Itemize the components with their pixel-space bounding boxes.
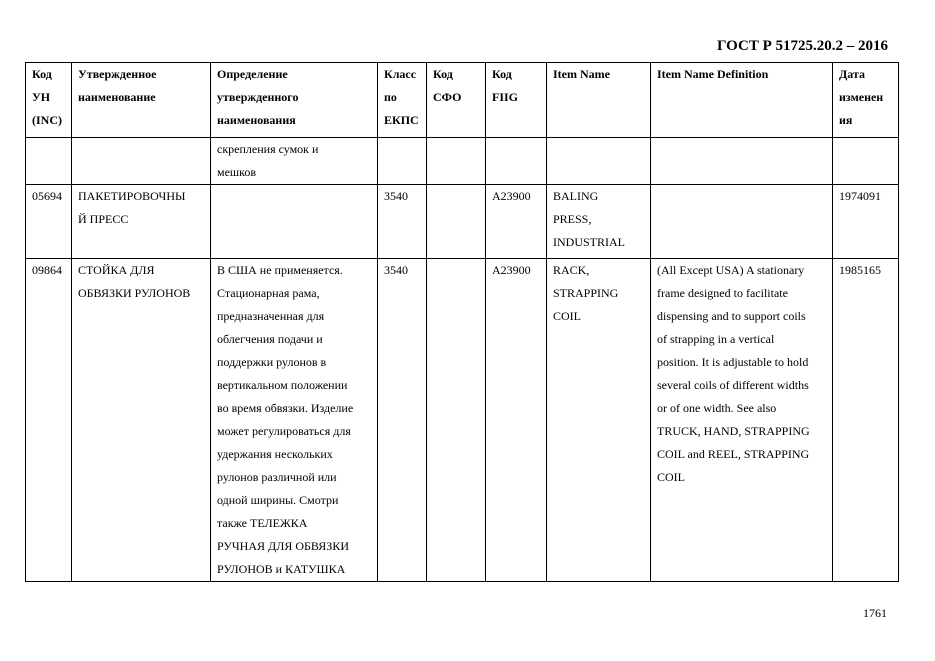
cell-text-line: облегчения подачи и — [217, 332, 323, 346]
column-header-date — [833, 63, 899, 138]
document-title: ГОСТ Р 51725.20.2 – 2016 — [716, 38, 888, 54]
cell-fiig: A23900 — [486, 259, 547, 582]
cell-text-line: удержания нескольких — [217, 447, 333, 461]
cell-sfo — [427, 259, 486, 582]
cell-date: 1974091 — [833, 185, 899, 259]
column-header-inc — [26, 63, 72, 138]
cell-name — [72, 138, 211, 185]
cell-ekps — [378, 138, 427, 185]
cell-text-line: or of one width. See also — [657, 401, 777, 415]
cell-text-line: position. It is adjustable to hold — [657, 355, 809, 369]
header-row — [26, 63, 899, 138]
cell-text-line: РУЧНАЯ ДЛЯ ОБВЯЗКИ — [217, 539, 349, 553]
cell-text-line: STRAPPING — [553, 286, 619, 300]
column-header-sfo — [427, 63, 486, 138]
page-number: 1761 — [863, 606, 887, 620]
cell-text-line: ПАКЕТИРОВОЧНЫ — [78, 189, 186, 203]
cell-name — [72, 185, 211, 259]
cell-definition — [211, 259, 378, 582]
cell-item-definition — [651, 138, 833, 185]
header-label-line: Класс — [384, 67, 417, 81]
header-label-line: Item Name Definition — [657, 67, 769, 81]
table-row — [26, 185, 899, 259]
catalog-table — [25, 62, 899, 582]
cell-item-name — [547, 138, 651, 185]
cell-date — [833, 138, 899, 185]
cell-sfo — [427, 185, 486, 259]
cell-text-line: dispensing and to support coils — [657, 309, 806, 323]
cell-definition — [211, 138, 378, 185]
column-header-definition — [211, 63, 378, 138]
header-label-line: наименование — [78, 90, 156, 104]
header-label-line: УН — [32, 90, 51, 104]
column-header-ekps — [378, 63, 427, 138]
header-label-line: Утвержденное — [78, 67, 157, 81]
cell-text-line: также ТЕЛЕЖКА — [217, 516, 308, 530]
header-label-line: (INC) — [32, 113, 62, 127]
cell-text-line: может регулироваться для — [217, 424, 351, 438]
cell-item-name — [547, 185, 651, 259]
cell-text-line: мешков — [217, 165, 257, 179]
header-label-line: Дата — [839, 67, 865, 81]
cell-text-line: во время обвязки. Изделие — [217, 401, 354, 415]
cell-text-line: вертикальном положении — [217, 378, 348, 392]
cell-item-definition — [651, 185, 833, 259]
continuation-row — [26, 138, 899, 185]
cell-text-line: Стационарная рама, — [217, 286, 320, 300]
header-label-line: СФО — [433, 90, 462, 104]
cell-text-line: INDUSTRIAL — [553, 235, 625, 249]
column-header-item-name — [547, 63, 651, 138]
cell-text-line: PRESS, — [553, 212, 592, 226]
cell-text-line: RACK, — [553, 263, 590, 277]
header-label-line: наименования — [217, 113, 296, 127]
header-label-line: Item Name — [553, 67, 610, 81]
cell-text-line: BALING — [553, 189, 599, 203]
cell-text-line: COIL — [657, 470, 685, 484]
cell-ekps: 3540 — [378, 259, 427, 582]
cell-text-line: COIL and REEL, STRAPPING — [657, 447, 810, 461]
cell-text-line: several coils of different widths — [657, 378, 809, 392]
cell-inc — [26, 138, 72, 185]
column-header-fiig — [486, 63, 547, 138]
cell-text-line: скрепления сумок и — [217, 142, 319, 156]
cell-fiig — [486, 138, 547, 185]
cell-inc: 09864 — [26, 259, 72, 582]
table-row — [26, 259, 899, 582]
cell-fiig: A23900 — [486, 185, 547, 259]
cell-text-line: frame designed to facilitate — [657, 286, 788, 300]
cell-inc: 05694 — [26, 185, 72, 259]
column-header-name — [72, 63, 211, 138]
header-label-line: Код — [433, 67, 453, 81]
cell-text-line: TRUCK, HAND, STRAPPING — [657, 424, 810, 438]
header-label-line: по — [384, 90, 397, 104]
cell-date: 1985165 — [833, 259, 899, 582]
header-label-line: Код — [492, 67, 512, 81]
cell-text-line: ОБВЯЗКИ РУЛОНОВ — [78, 286, 191, 300]
cell-definition — [211, 185, 378, 259]
cell-text-line: предназначенная для — [217, 309, 325, 323]
cell-text-line: РУЛОНОВ и КАТУШКА — [217, 562, 346, 576]
cell-text-line: (All Except USA) A stationary — [657, 263, 805, 277]
cell-sfo — [427, 138, 486, 185]
cell-ekps: 3540 — [378, 185, 427, 259]
column-header-item-definition — [651, 63, 833, 138]
header-label-line: Код — [32, 67, 52, 81]
header-label-line: утвержденного — [217, 90, 299, 104]
cell-text-line: Й ПРЕСС — [78, 212, 129, 226]
header-label-line: изменен — [839, 90, 884, 104]
cell-text-line: одной ширины. Смотри — [217, 493, 339, 507]
header-label-line: ия — [839, 113, 853, 127]
cell-text-line: of strapping in a vertical — [657, 332, 775, 346]
cell-text-line: В США не применяется. — [217, 263, 343, 277]
cell-item-name — [547, 259, 651, 582]
cell-text-line: СТОЙКА ДЛЯ — [78, 263, 155, 277]
cell-item-definition — [651, 259, 833, 582]
header-label-line: FIIG — [492, 90, 519, 104]
header-label-line: Определение — [217, 67, 288, 81]
cell-text-line: COIL — [553, 309, 581, 323]
header-label-line: ЕКПС — [384, 113, 419, 127]
cell-name — [72, 259, 211, 582]
cell-text-line: рулонов различной или — [217, 470, 337, 484]
cell-text-line: поддержки рулонов в — [217, 355, 327, 369]
